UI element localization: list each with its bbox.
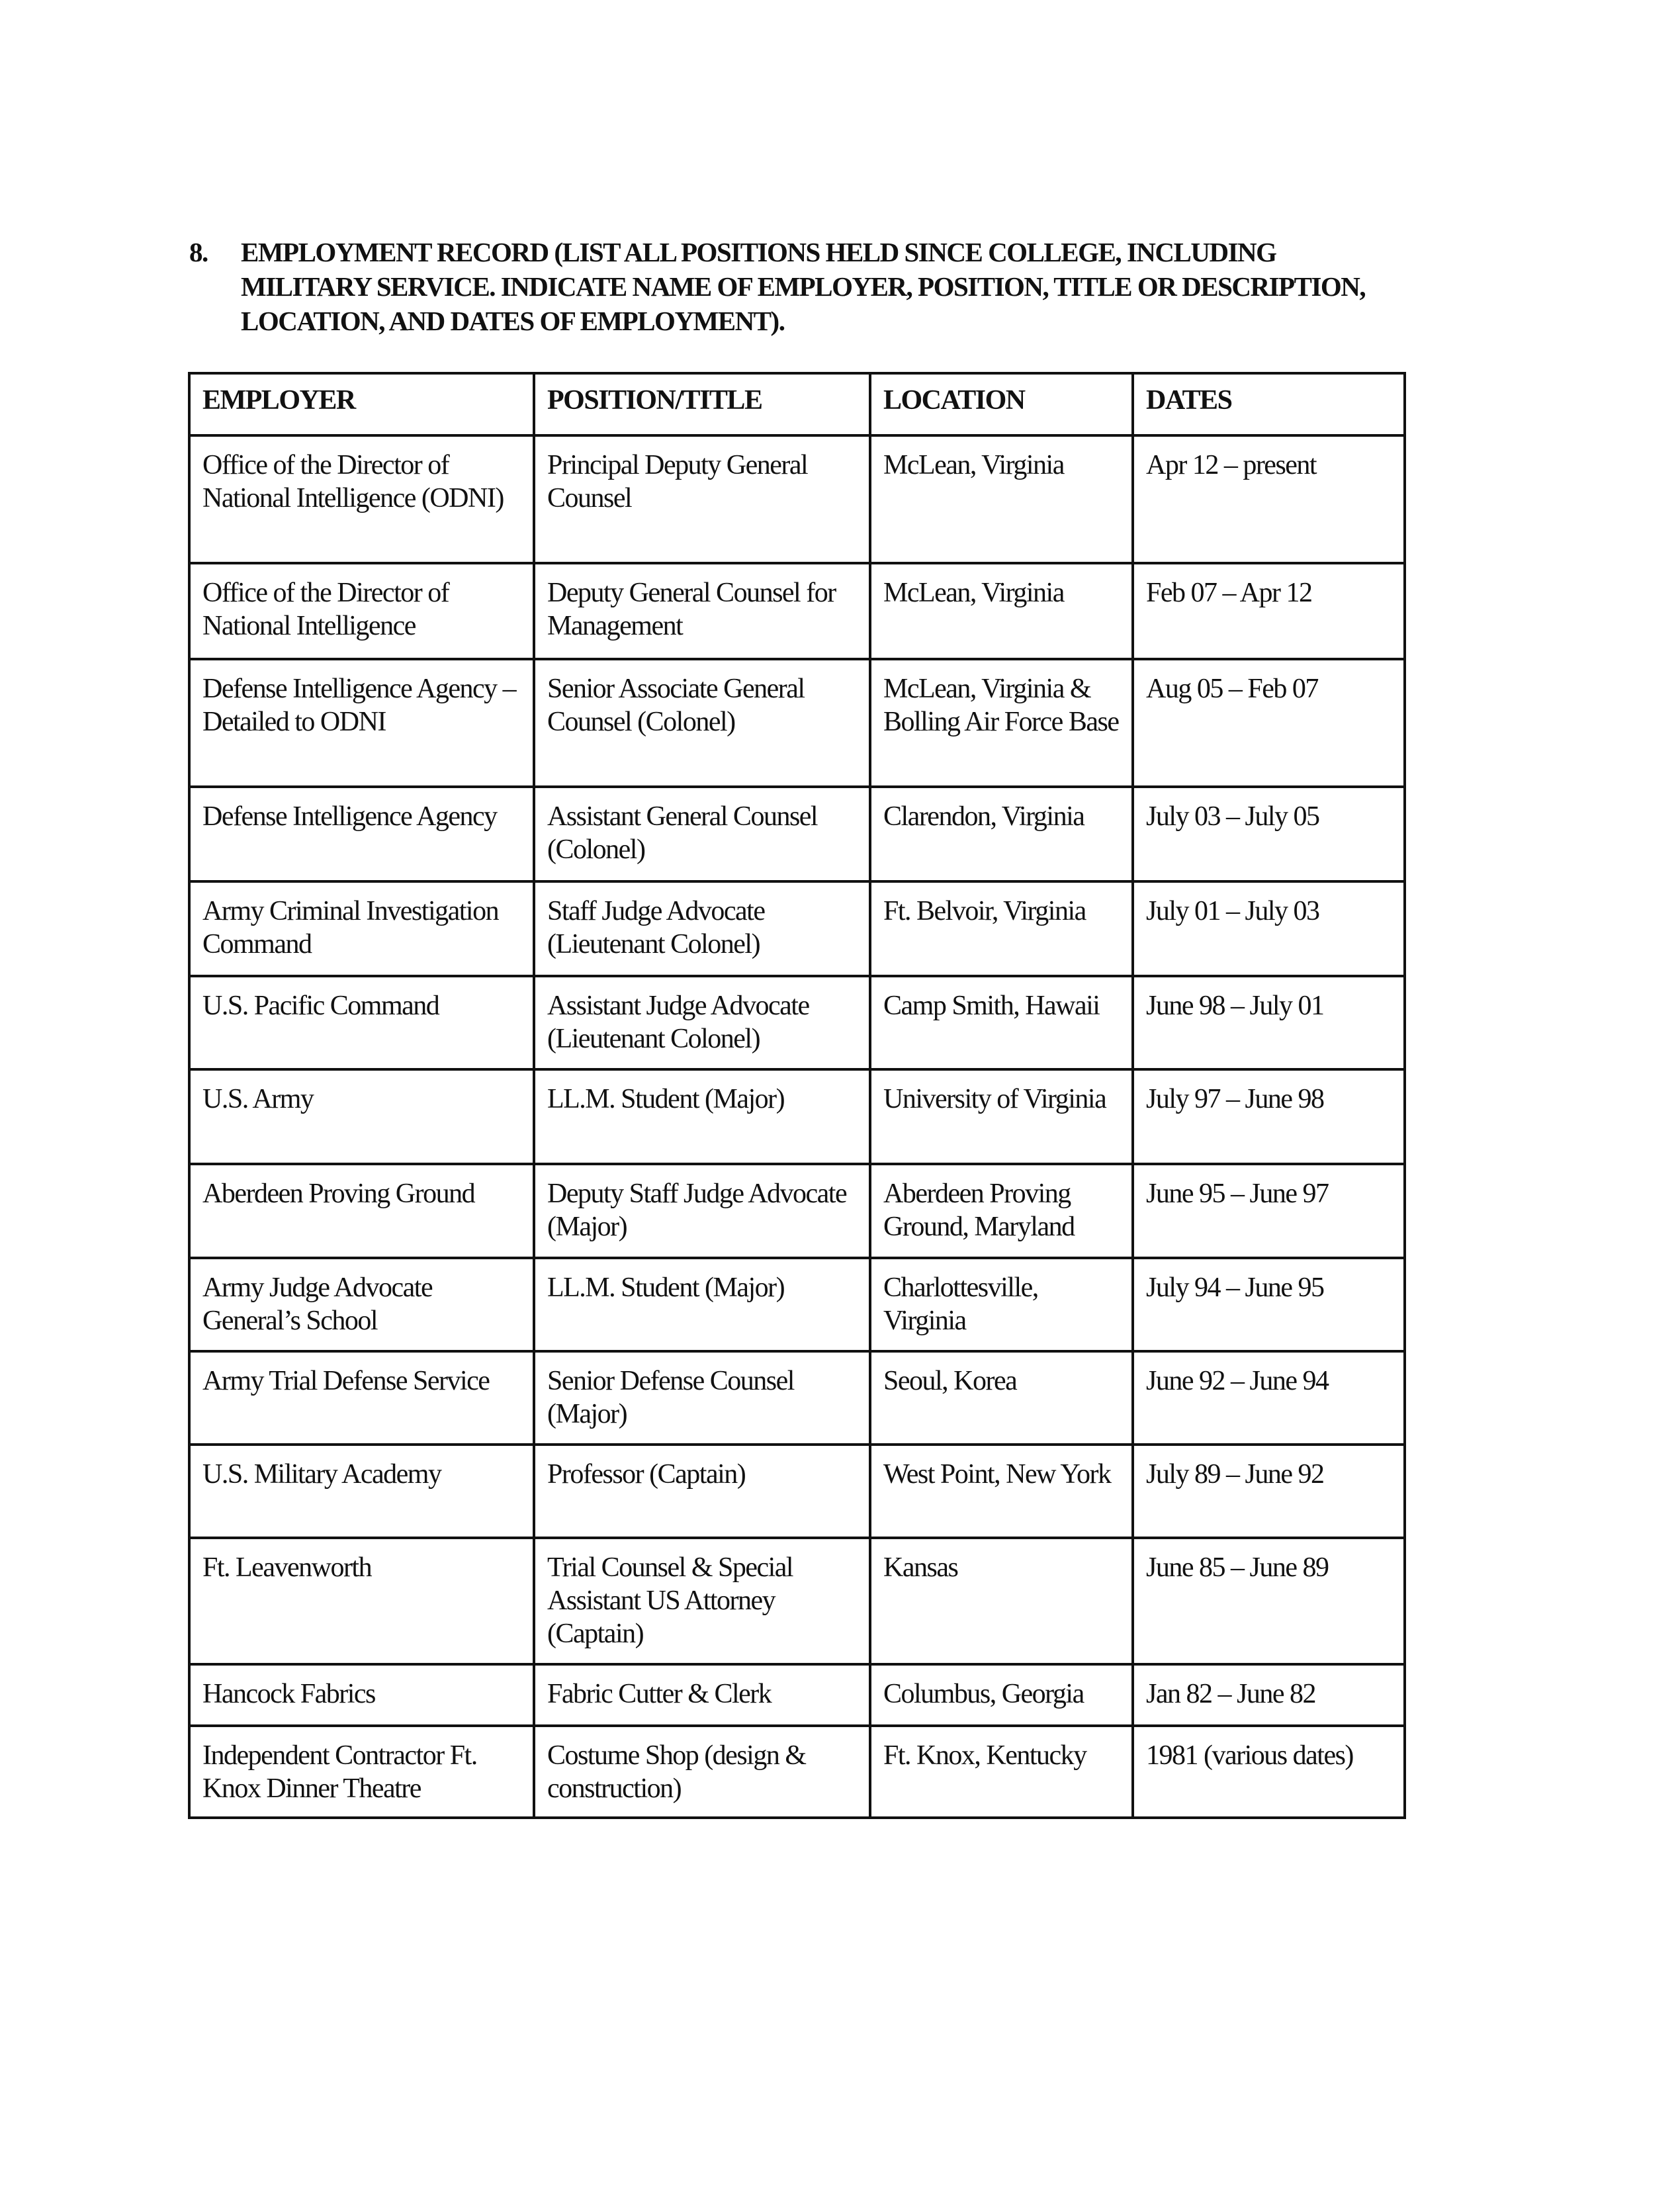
- table-row: [189, 1664, 1405, 1726]
- cell-position: Fabric Cutter & Clerk: [534, 1664, 870, 1726]
- cell-employer: Army Trial Defense Service: [189, 1351, 534, 1445]
- cell-dates: June 92 – June 94: [1133, 1351, 1405, 1445]
- table-row: [189, 1351, 1405, 1445]
- cell-position: Senior Associate General Counsel (Colonel): [534, 659, 870, 787]
- cell-location: Aberdeen Proving Ground, Maryland: [870, 1164, 1133, 1258]
- cell-position: Trial Counsel & Special Assistant US Attorney (Captain): [534, 1538, 870, 1664]
- cell-dates: June 95 – June 97: [1133, 1164, 1405, 1258]
- cell-position: Professor (Captain): [534, 1445, 870, 1538]
- cell-location: Clarendon, Virginia: [870, 787, 1133, 881]
- cell-dates: Jan 82 – June 82: [1133, 1664, 1405, 1726]
- cell-position: LL.M. Student (Major): [534, 1258, 870, 1351]
- cell-employer: Army Criminal Investigation Command: [189, 881, 534, 976]
- cell-position: Staff Judge Advocate (Lieutenant Colonel): [534, 881, 870, 976]
- cell-dates: Feb 07 – Apr 12: [1133, 563, 1405, 659]
- cell-location: Ft. Knox, Kentucky: [870, 1726, 1133, 1818]
- table-row: [189, 1258, 1405, 1351]
- cell-position: Assistant Judge Advocate (Lieutenant Colonel): [534, 976, 870, 1069]
- cell-dates: June 85 – June 89: [1133, 1538, 1405, 1664]
- cell-position: Principal Deputy General Counsel: [534, 435, 870, 563]
- header-position: POSITION/TITLE: [534, 373, 870, 435]
- cell-location: McLean, Virginia: [870, 435, 1133, 563]
- cell-location: University of Virginia: [870, 1069, 1133, 1164]
- cell-location: Charlottesville, Virginia: [870, 1258, 1133, 1351]
- table-row: [189, 1726, 1405, 1818]
- cell-location: McLean, Virginia: [870, 563, 1133, 659]
- employment-table: [188, 372, 1406, 1819]
- cell-employer: Aberdeen Proving Ground: [189, 1164, 534, 1258]
- cell-position: Assistant General Counsel (Colonel): [534, 787, 870, 881]
- cell-dates: 1981 (various dates): [1133, 1726, 1405, 1818]
- cell-position: Deputy General Counsel for Management: [534, 563, 870, 659]
- cell-employer: Office of the Director of National Intelligence: [189, 563, 534, 659]
- table-header-row: [189, 373, 1405, 435]
- cell-employer: U.S. Army: [189, 1069, 534, 1164]
- cell-dates: June 98 – July 01: [1133, 976, 1405, 1069]
- cell-location: West Point, New York: [870, 1445, 1133, 1538]
- table-row: [189, 659, 1405, 787]
- cell-dates: Apr 12 – present: [1133, 435, 1405, 563]
- cell-employer: Defense Intelligence Agency – Detailed to ODNI: [189, 659, 534, 787]
- cell-position: Senior Defense Counsel (Major): [534, 1351, 870, 1445]
- cell-dates: July 01 – July 03: [1133, 881, 1405, 976]
- table-row: [189, 787, 1405, 881]
- cell-location: Seoul, Korea: [870, 1351, 1133, 1445]
- header-location: LOCATION: [870, 373, 1133, 435]
- cell-dates: Aug 05 – Feb 07: [1133, 659, 1405, 787]
- cell-employer: Army Judge Advocate General’s School: [189, 1258, 534, 1351]
- section-number: 8.: [189, 237, 208, 267]
- cell-dates: July 97 – June 98: [1133, 1069, 1405, 1164]
- cell-employer: Ft. Leavenworth: [189, 1538, 534, 1664]
- section-title: EMPLOYMENT RECORD (LIST ALL POSITIONS HELD SINCE COLLEGE, INCLUDING MILITARY SERVICE. INDICATE NAME OF EMPLOYER, POSITION, TITLE OR DESCRIPTION, LOCATION, AND DATES OF EMPLOYMENT).: [241, 237, 1366, 336]
- header-employer: EMPLOYER: [189, 373, 534, 435]
- cell-location: Ft. Belvoir, Virginia: [870, 881, 1133, 976]
- cell-location: Columbus, Georgia: [870, 1664, 1133, 1726]
- cell-employer: Hancock Fabrics: [189, 1664, 534, 1726]
- cell-employer: Office of the Director of National Intelligence (ODNI): [189, 435, 534, 563]
- table-row: [189, 881, 1405, 976]
- cell-location: Kansas: [870, 1538, 1133, 1664]
- cell-employer: Defense Intelligence Agency: [189, 787, 534, 881]
- cell-employer: Independent Contractor Ft. Knox Dinner Theatre: [189, 1726, 534, 1818]
- table-row: [189, 976, 1405, 1069]
- header-dates: DATES: [1133, 373, 1405, 435]
- table-row: [189, 563, 1405, 659]
- section-heading: [189, 235, 1380, 338]
- cell-location: McLean, Virginia & Bolling Air Force Base: [870, 659, 1133, 787]
- cell-position: Costume Shop (design & construction): [534, 1726, 870, 1818]
- cell-dates: July 94 – June 95: [1133, 1258, 1405, 1351]
- table-row: [189, 1538, 1405, 1664]
- table-row: [189, 435, 1405, 563]
- table-row: [189, 1164, 1405, 1258]
- cell-position: LL.M. Student (Major): [534, 1069, 870, 1164]
- table-row: [189, 1445, 1405, 1538]
- cell-dates: July 03 – July 05: [1133, 787, 1405, 881]
- table-row: [189, 1069, 1405, 1164]
- cell-location: Camp Smith, Hawaii: [870, 976, 1133, 1069]
- cell-position: Deputy Staff Judge Advocate (Major): [534, 1164, 870, 1258]
- cell-dates: July 89 – June 92: [1133, 1445, 1405, 1538]
- cell-employer: U.S. Pacific Command: [189, 976, 534, 1069]
- cell-employer: U.S. Military Academy: [189, 1445, 534, 1538]
